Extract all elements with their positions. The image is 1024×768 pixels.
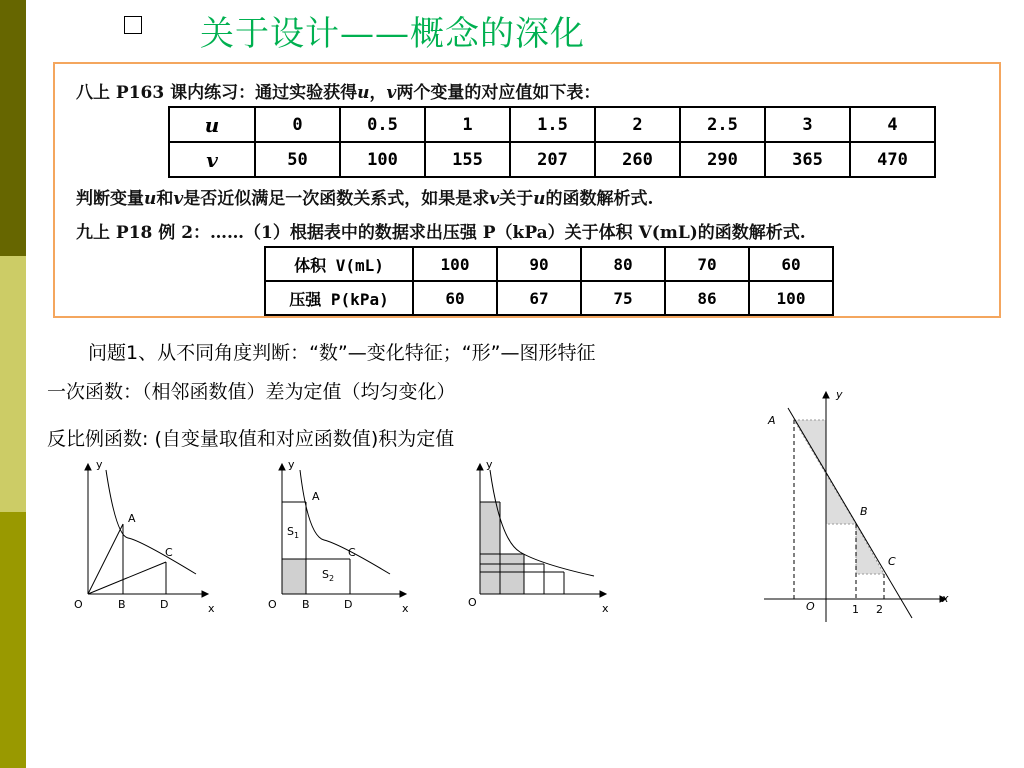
shaded-triangle [856,524,884,574]
origin-label: O [74,598,83,611]
point-c-label: C [348,546,356,559]
pressure-header: 压强 P(kPa) [265,281,413,315]
y-label: y [96,458,103,471]
exercise2-text: 九上 P18 例 2：……（1）根据表中的数据求出压强 P（kPa）关于体积 V(mL)的函数解析式. [76,223,806,243]
u-cell: 1.5 [510,107,595,142]
volume-cell: 80 [581,247,665,281]
pressure-cell: 100 [749,281,833,315]
linear-function-note: 一次函数：（相邻函数值）差为定值（均匀变化） [47,381,456,403]
table-row [265,281,833,315]
v-cell: 100 [340,142,425,177]
v-cell: 365 [765,142,850,177]
v-cell: 207 [510,142,595,177]
exercise1-intro: 八上 P163 课内练习：通过实验获得u，v两个变量的对应值如下表： [76,83,601,103]
graph-inverse-rectangles [262,456,422,616]
x-arrow-icon [600,591,606,597]
u-cell: 4 [850,107,935,142]
inverse-function-note: 反比例函数: (自变量取值和对应函数值)积为定值 [47,428,455,450]
x-arrow-icon [202,591,208,597]
pressure-cell: 60 [413,281,497,315]
x-label: x [602,602,609,615]
v-cell: 50 [255,142,340,177]
area-s2-label: $S_2$ [322,568,335,583]
point-b-label: B [118,598,126,611]
y-arrow-icon [823,392,829,398]
table-row [169,107,935,142]
side-bar-top [0,0,26,256]
x-label: x [942,592,949,605]
linear-line [788,408,912,618]
u-cell: 0 [255,107,340,142]
point-c-label: C [888,555,896,568]
side-bar-bottom [0,512,26,768]
u-header: u [169,107,255,142]
segment-oc [88,562,166,594]
volume-cell: 70 [665,247,749,281]
segment-oa [88,524,123,594]
u-cell: 1 [425,107,510,142]
v-cell: 155 [425,142,510,177]
y-arrow-icon [477,464,483,470]
table-row [169,142,935,177]
volume-header: 体积 V(mL) [265,247,413,281]
shaded-region [500,554,524,594]
graph-inverse-triangles [68,456,218,616]
table-row [265,247,833,281]
point-a-label: A [768,414,776,427]
tick-1-label: 1 [852,603,859,616]
u-cell: 2.5 [680,107,765,142]
v-cell: 470 [850,142,935,177]
point-a-label: A [128,512,136,525]
volume-cell: 60 [749,247,833,281]
uv-table [168,106,936,178]
shaded-triangle [794,420,826,474]
square-bullet-icon [124,16,142,34]
point-a-label: A [312,490,320,503]
point-d-label: D [160,598,169,611]
x-label: x [402,602,409,615]
graph-inverse-grid [460,456,620,616]
v-cell: 260 [595,142,680,177]
y-label: y [836,388,843,401]
shaded-region [480,502,500,594]
u-cell: 0.5 [340,107,425,142]
y-arrow-icon [279,464,285,470]
v-header: v [169,142,255,177]
pressure-cell: 67 [497,281,581,315]
point-d-label: D [344,598,353,611]
side-bar-middle [0,256,26,512]
point-b-label: B [860,505,868,518]
graph-linear-function [756,386,956,626]
exercise1-question: 判断变量u和v是否近似满足一次函数关系式，如果是求v关于u的函数解析式. [76,189,654,209]
point-b-label: B [302,598,310,611]
volume-cell: 100 [413,247,497,281]
area-s1-label: $S_1$ [287,525,300,540]
v-cell: 290 [680,142,765,177]
y-label: y [288,458,295,471]
y-label: y [486,458,493,471]
volume-cell: 90 [497,247,581,281]
pressure-volume-table [264,246,834,316]
hyperbola-curve [106,470,196,574]
hyperbola-curve [300,470,390,574]
origin-label: O [468,596,477,609]
pressure-cell: 75 [581,281,665,315]
u-cell: 3 [765,107,850,142]
origin-label: O [806,600,815,613]
pressure-cell: 86 [665,281,749,315]
point-c-label: C [165,546,173,559]
y-arrow-icon [85,464,91,470]
x-label: x [208,602,215,615]
tick-2-label: 2 [876,603,883,616]
u-cell: 2 [595,107,680,142]
question1-text: 问题1、从不同角度判断：“数”—变化特征；“形”—图形特征 [88,342,596,364]
slide-title: 关于设计——概念的深化 [200,14,585,54]
x-arrow-icon [400,591,406,597]
shaded-region [282,559,306,594]
origin-label: O [268,598,277,611]
